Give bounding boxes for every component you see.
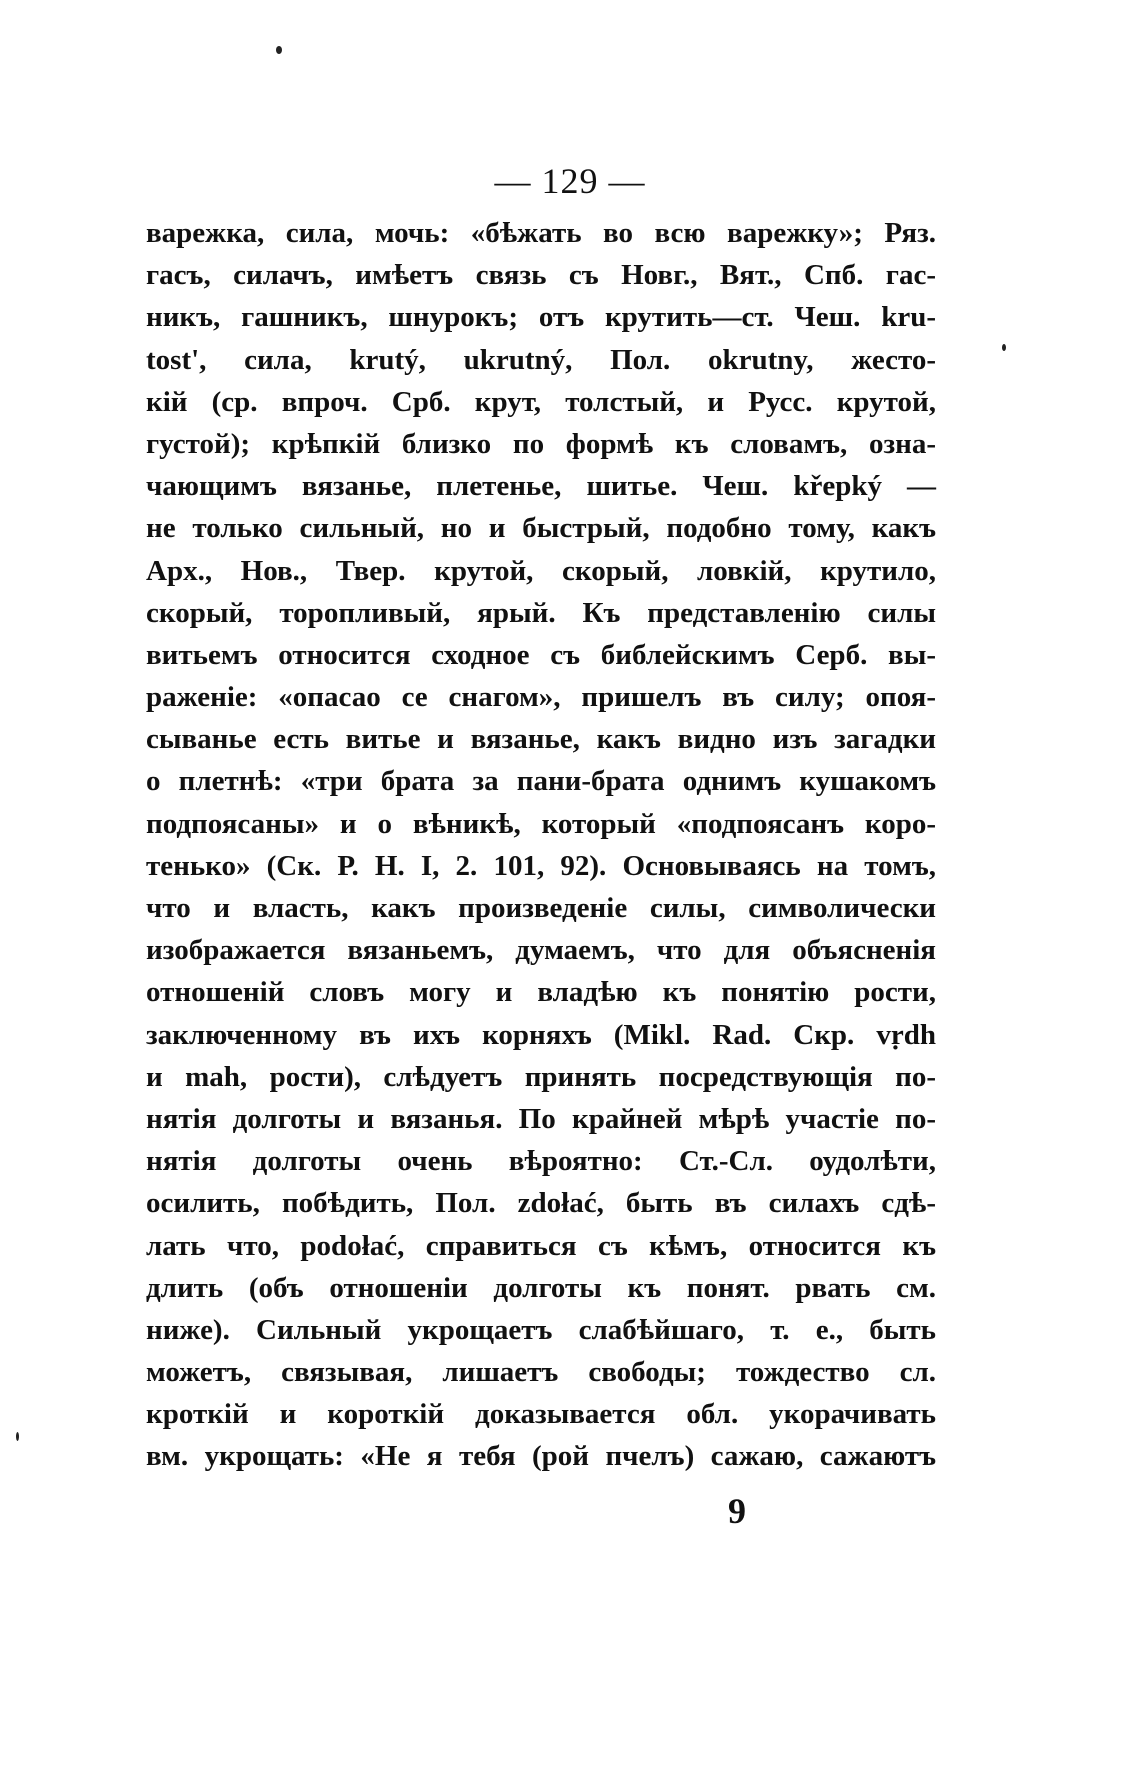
text-line: заключенному въ ихъ корняхъ (Mikl. Rad. Скр. vṛdh	[146, 1018, 936, 1051]
body-text	[146, 212, 936, 1478]
text-line: густой); крѣпкій близко по формѣ къ словамъ, озна-	[146, 427, 936, 460]
text-line: нятія долготы и вязанья. По крайней мѣрѣ участіе по-	[146, 1102, 936, 1135]
text-line: нятія долготы очень вѣроятно: Ст.-Сл. оудолѣти,	[146, 1145, 936, 1178]
text-line: о плетнѣ: «три брата за пани-брата однимъ кушакомъ	[146, 765, 936, 798]
ink-speck	[16, 1432, 19, 1441]
ink-speck	[1002, 344, 1006, 351]
text-line: тенько» (Ск. Р. Н. I, 2. 101, 92). Основываясь на томъ,	[146, 849, 936, 882]
text-line: отношеній словъ могу и владѣю къ понятію рости,	[146, 976, 936, 1009]
signature-mark: 9	[728, 1491, 746, 1531]
text-line: можетъ, связывая, лишаетъ свободы; тождество сл.	[146, 1356, 936, 1389]
text-line: кій (ср. впроч. Срб. крут, толстый, и Русс. крутой,	[146, 385, 936, 418]
text-line: раженіе: «опасао се снагом», пришелъ въ силу; опоя-	[146, 681, 936, 714]
text-line: подпоясаны» и о вѣникѣ, который «подпоясанъ коро-	[146, 807, 936, 840]
text-line: не только сильный, но и быстрый, подобно тому, какъ	[146, 512, 936, 545]
text-line: витьемъ относится сходное съ библейскимъ Серб. вы-	[146, 638, 936, 671]
text-line: гасъ, силачъ, имѣетъ связь съ Новг., Вят., Спб. гас-	[146, 259, 936, 292]
text-line: изображается вязаньемъ, думаемъ, что для объясненія	[146, 934, 936, 967]
page-number: — 129 —	[494, 161, 646, 201]
text-line: tost', сила, krutý, ukrutný, Пол. okrutny, жесто-	[146, 343, 936, 376]
text-line: кроткій и короткій доказывается обл. укорачивать	[146, 1398, 936, 1431]
text-line: что и власть, какъ произведеніе силы, символически	[146, 892, 936, 924]
ink-speck	[276, 46, 282, 54]
text-line: варежка, сила, мочь: «бѣжать во всю варежку»; Ряз.	[146, 217, 936, 249]
text-line: Арх., Нов., Твер. крутой, скорый, ловкій, крутило,	[146, 554, 936, 587]
text-line: чающимъ вязанье, плетенье, шитье. Чеш. křepký —	[146, 470, 936, 503]
text-line: скорый, торопливый, ярый. Къ представленію силы	[146, 596, 936, 629]
text-line: ниже). Сильный укрощаетъ слабѣйшаго, т. е., быть	[146, 1313, 936, 1346]
text-line: вм. укрощать: «Не я тебя (рой пчелъ) сажаю, сажаютъ	[146, 1440, 936, 1473]
text-line: сыванье есть витье и вязанье, какъ видно изъ загадки	[146, 723, 936, 756]
text-line: осилить, побѣдить, Пол. zdołać, быть въ силахъ сдѣ-	[146, 1187, 936, 1220]
text-line: никъ, гашникъ, шнурокъ; отъ крутить—ст. Чеш. kru-	[146, 301, 936, 334]
text-line: и mah, рости), слѣдуетъ принять посредствующія по-	[146, 1060, 936, 1093]
text-line: лать что, podołać, справиться съ кѣмъ, относится къ	[146, 1229, 936, 1262]
text-line: длить (объ отношеніи долготы къ понят. рвать см.	[146, 1271, 936, 1304]
